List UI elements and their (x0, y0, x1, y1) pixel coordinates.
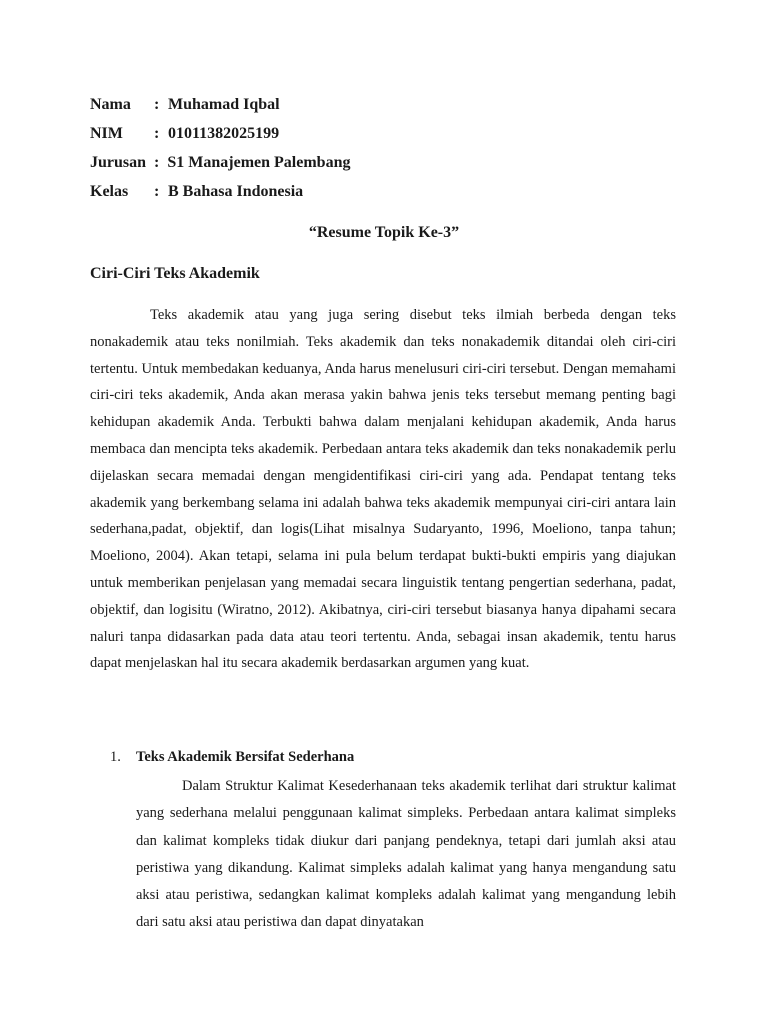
list-number: 1. (110, 749, 121, 765)
list-heading: Teks Akademik Bersifat Sederhana (136, 749, 355, 765)
info-row-major (90, 148, 350, 177)
info-row-nim (90, 119, 350, 148)
info-label: NIM (90, 125, 123, 142)
section-paragraph: Teks akademik atau yang juga sering disebut teks ilmiah berbeda dengan teks nonakademik atau teks nonilmiah. Teks akademik dan teks nonakademik ditandai oleh ciri-ciri tertentu. Untuk membedakan keduanya, Anda harus menelusuri ciri-ciri tersebut. Dengan memahami ciri-ciri teks akademik, Anda akan merasa yakin bahwa jenis teks tersebut memang penting bagi kehidupan akademik Anda. Terbukti bahwa dalam menjalani kehidupan akademik, Anda harus membaca dan mencipta teks akademik. Perbedaan antara teks akademik dan teks nonakademik perlu dijelaskan secara memadai dengan mengidentifikasi ciri-ciri yang ada. Pendapat tentang teks akademik yang berkembang selama ini adalah bahwa teks akademik mempunyai ciri-ciri antara lain sederhana,padat, objektif, dan logis(Lihat misalnya Sudaryanto, 1996, Moeliono, tanpa tahun; Moeliono, 2004). Akan tetapi, selama ini pula belum terdapat bukti-bukti empiris yang diajukan untuk memberikan penjelasan yang memadai secara linguistik tentang pengertian sederhana, padat, objektif, dan logisitu (Wiratno, 2012). Akibatnya, ciri-ciri tersebut biasanya hanya dipahami secara naluri tanpa didasarkan pada data atau teori tertentu. Anda, sebagai insan akademik, tentu harus dapat menjelaskan hal itu secara akademik berdasarkan argumen yang kuat. (90, 307, 676, 672)
student-info (90, 90, 350, 206)
document-title: “Resume Topik Ke-3” (308, 224, 460, 241)
info-row-class (90, 177, 350, 206)
info-value: B Bahasa Indonesia (168, 183, 304, 200)
info-separator: : (154, 183, 160, 200)
info-value: 01011382025199 (168, 125, 280, 142)
info-row-name (90, 90, 350, 119)
info-separator: : (154, 96, 160, 113)
info-label: Nama (90, 96, 131, 113)
info-label: Kelas (90, 183, 129, 200)
info-value: S1 Manajemen Palembang (167, 154, 351, 171)
info-label: Jurusan (90, 154, 147, 171)
info-separator: : (154, 125, 160, 142)
info-value: Muhamad Iqbal (168, 96, 280, 113)
list-body: Dalam Struktur Kalimat Kesederhanaan teks akademik terlihat dari struktur kalimat yang sederhana melalui penggunaan kalimat simpleks. Perbedaan antara kalimat simpleks dan kalimat kompleks tidak diukur dari panjang pendeknya, tetapi dari jumlah aksi atau peristiwa yang dikandung. Kalimat simpleks adalah kalimat yang hanya mengandung satu aksi atau peristiwa, sedangkan kalimat kompleks adalah kalimat yang mengandung lebih dari satu aksi atau peristiwa dan dapat dinyatakan (136, 778, 676, 931)
section-heading: Ciri-Ciri Teks Akademik (90, 265, 260, 282)
info-separator: : (154, 154, 160, 171)
